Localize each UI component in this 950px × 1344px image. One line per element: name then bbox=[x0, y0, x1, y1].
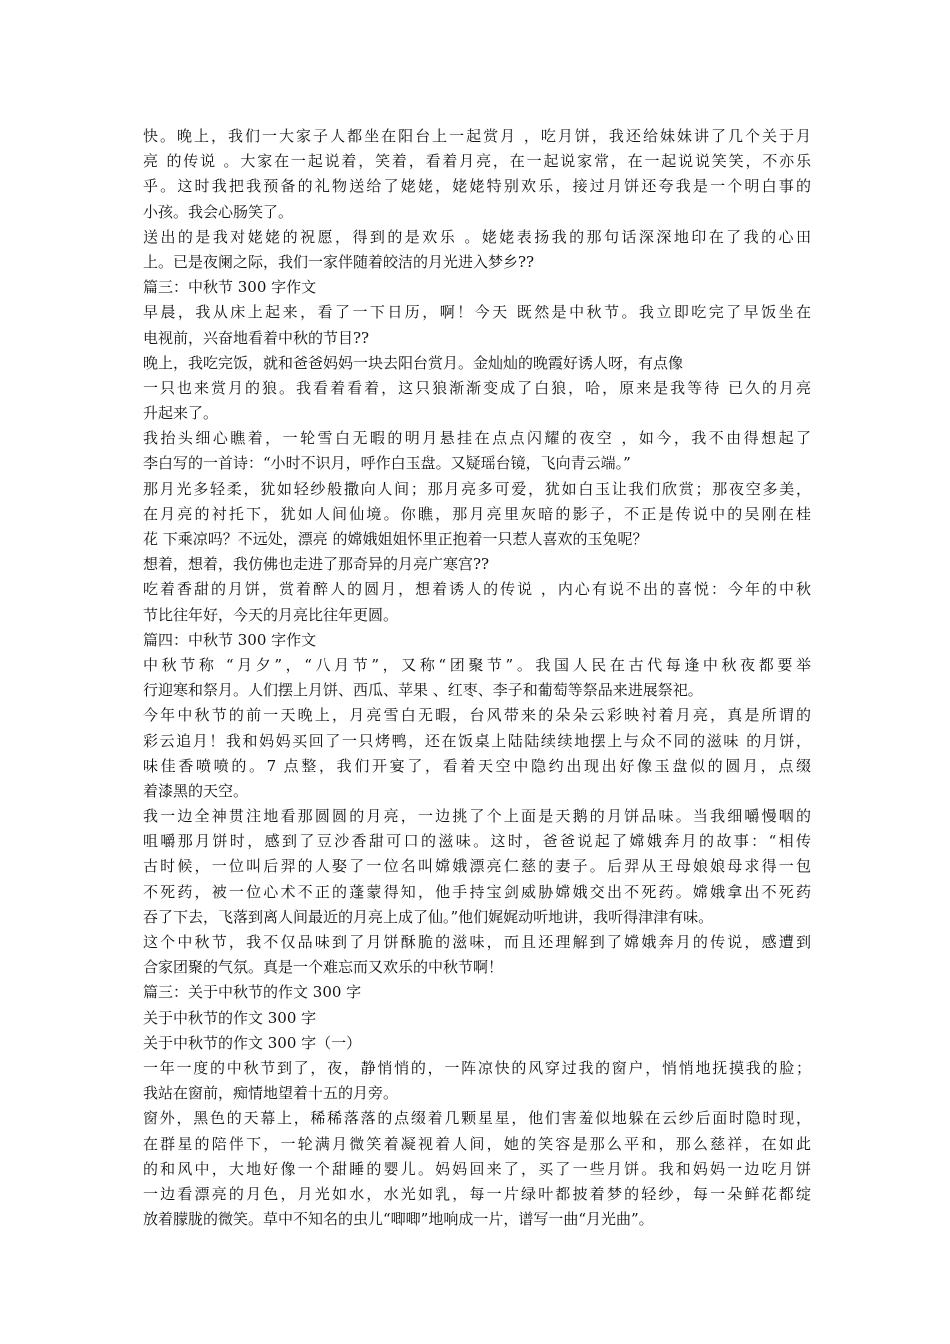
text-line: 着漆黑的天空。 bbox=[143, 781, 249, 800]
text-line: 乎。这时我把我预备的礼物送给了姥姥，姥姥特别欢乐，接过月饼还夸我是一个明白事的 bbox=[143, 177, 811, 196]
text-line: 的和风中，大地好像一个甜睡的婴儿。妈妈回来了，买了一些月饼。我和妈妈一边吃月饼 bbox=[143, 1159, 811, 1178]
text-line: 吞了下去，飞落到离人间最近的月亮上成了仙。”他们娓娓动听地讲，我听得津津有味。 bbox=[143, 907, 714, 926]
text-line: 放着朦胧的微笑。草中不知名的虫儿“唧唧”地响成一片，谱写一曲“月光曲”。 bbox=[143, 1210, 654, 1229]
text-line: 李白写的一首诗：“小时不识月，呼作白玉盘。又疑瑶台镜，飞向青云端。” bbox=[143, 454, 631, 473]
text-line: 不死药，被一位心术不正的蓬蒙得知，他手持宝剑威胁嫦娥交出不死药。嫦娥拿出不死药 bbox=[143, 882, 811, 901]
text-line: 那月光多轻柔，犹如轻纱般撒向人间；那月亮多可爱，犹如白玉让我们欣赏；那夜空多美， bbox=[143, 479, 811, 498]
text-line: 我一边全神贯注地看那圆圆的月亮，一边挑了个上面是天鹅的月饼品味。当我细嚼慢咽的 bbox=[143, 807, 811, 826]
text-line: 节比往年好，今天的月亮比往年更圆。 bbox=[143, 605, 399, 624]
text-line: 在月亮的衬托下，犹如人间仙境。你瞧，那月亮里灰暗的影子，不正是传说中的吴刚在桂 bbox=[143, 504, 811, 523]
text-line: 晚上，我吃完饭，就和爸爸妈妈一块去阳台赏月。金灿灿的晚霞好诱人呀，有点像 bbox=[143, 353, 684, 372]
text-line: 篇三：中秋节 300 字作文 bbox=[143, 278, 317, 297]
text-line: 咀嚼那月饼时，感到了豆沙香甜可口的滋味。这时，爸爸说起了嫦娥奔月的故事：“相传 bbox=[143, 832, 811, 851]
text-line: 古时候，一位叫后羿的人娶了一位名叫嫦娥漂亮仁慈的妻子。后羿从王母娘娘母求得一包 bbox=[143, 857, 811, 876]
text-line: 花 下乘凉吗？不远处，漂亮 的嫦娥姐姐怀里正抱着一只惹人喜欢的玉兔呢？ bbox=[143, 530, 648, 548]
text-line: 送出的是我对姥姥的祝愿，得到的是欢乐 。姥姥表扬我的那句话深深地印在了我的心田 bbox=[143, 227, 811, 246]
text-line: 一只也来赏月的狼。我看着看着，这只狼渐渐变成了白狼，哈，原来是我等待 已久的月亮 bbox=[143, 378, 811, 397]
text-line: 一年一度的中秋节到了，夜，静悄悄的，一阵凉快的风穿过我的窗户，悄悄地抚摸我的脸； bbox=[143, 1058, 811, 1077]
text-line: 今年中秋节的前一天晚上，月亮雪白无暇，台风带来的朵朵云彩映衬着月亮，真是所谓的 bbox=[143, 706, 811, 725]
text-line: 早晨，我从床上起来，看了一下日历，啊！今天 既然是中秋节。我立即吃完了早饭坐在 bbox=[143, 303, 811, 322]
text-line: 吃着香甜的月饼，赏着醉人的圆月，想着诱人的传说 ，内心有说不出的喜悦：今年的中秋 bbox=[143, 580, 811, 599]
text-line: 在群星的陪伴下，一轮满月微笑着凝视着人间，她的笑容是那么平和，那么慈祥，在如此 bbox=[143, 1134, 811, 1153]
text-line: 味佳香喷喷的。7 点整，我们开宴了，看着天空中隐约出现出好像玉盘似的圆月，点缀 bbox=[143, 756, 811, 775]
text-line: 这个中秋节，我不仅品味到了月饼酥脆的滋味，而且还理解到了嫦娥奔月的传说，感遭到 bbox=[143, 933, 811, 951]
text-line: 行迎寒和祭月。人们摆上月饼、西瓜、苹果 、红枣、李子和葡萄等祭品来进展祭祀。 bbox=[143, 681, 703, 700]
text-line: 篇三：关于中秋节的作文 300 字 bbox=[143, 983, 362, 1002]
text-line: 上。已是夜阑之际，我们一家伴随着皎洁的月光进入梦乡?? bbox=[143, 252, 535, 271]
text-line: 亮 的传说 。大家在一起说着，笑着，看着月亮，在一起说家常，在一起说说笑笑，不亦乐 bbox=[143, 152, 811, 171]
text-line: 篇四：中秋节 300 字作文 bbox=[143, 630, 317, 649]
text-line: 快。晚上，我们一大家子人都坐在阳台上一起赏月 ，吃月饼，我还给妹妹讲了几个关于月 bbox=[143, 127, 811, 145]
document-body bbox=[143, 124, 811, 1232]
text-line: 我抬头细心瞧着，一轮雪白无暇的明月悬挂在点点闪耀的夜空 ，如今，我不由得想起了 bbox=[143, 429, 811, 448]
text-line: 想着，想着，我仿佛也走进了那奇异的月亮广寒宫?? bbox=[143, 555, 490, 574]
text-line: 一边看漂亮的月色，月光如水，水光如乳，每一片绿叶都披着梦的轻纱，每一朵鲜花都绽 bbox=[143, 1184, 811, 1203]
text-line: 中秋节称 “月夕”，“八月节”，又称“团聚节”。我国人民在古代每逢中秋夜都要举 bbox=[143, 655, 811, 674]
text-line: 我站在窗前，痴情地望着十五的月旁。 bbox=[143, 1084, 399, 1103]
text-line: 彩云追月！我和妈妈买回了一只烤鸭，还在饭桌上陆陆续续地摆上与众不同的滋味 的月饼， bbox=[143, 731, 811, 750]
text-line: 升起来了。 bbox=[143, 404, 219, 423]
text-line: 合家团聚的气氛。真是一个难忘而又欢乐的中秋节啊！ bbox=[143, 958, 504, 977]
text-line: 关于中秋节的作文 300 字 bbox=[143, 1008, 317, 1027]
text-line: 关于中秋节的作文 300 字（一） bbox=[143, 1033, 362, 1052]
text-line: 小孩。我会心肠笑了。 bbox=[143, 202, 294, 221]
text-line: 窗外，黑色的天幕上，稀稀落落的点缀着几颗星星，他们害羞似地躲在云纱后面时隐时现， bbox=[143, 1109, 811, 1128]
text-line: 电视前，兴奋地看着中秋的节目?? bbox=[143, 328, 370, 347]
